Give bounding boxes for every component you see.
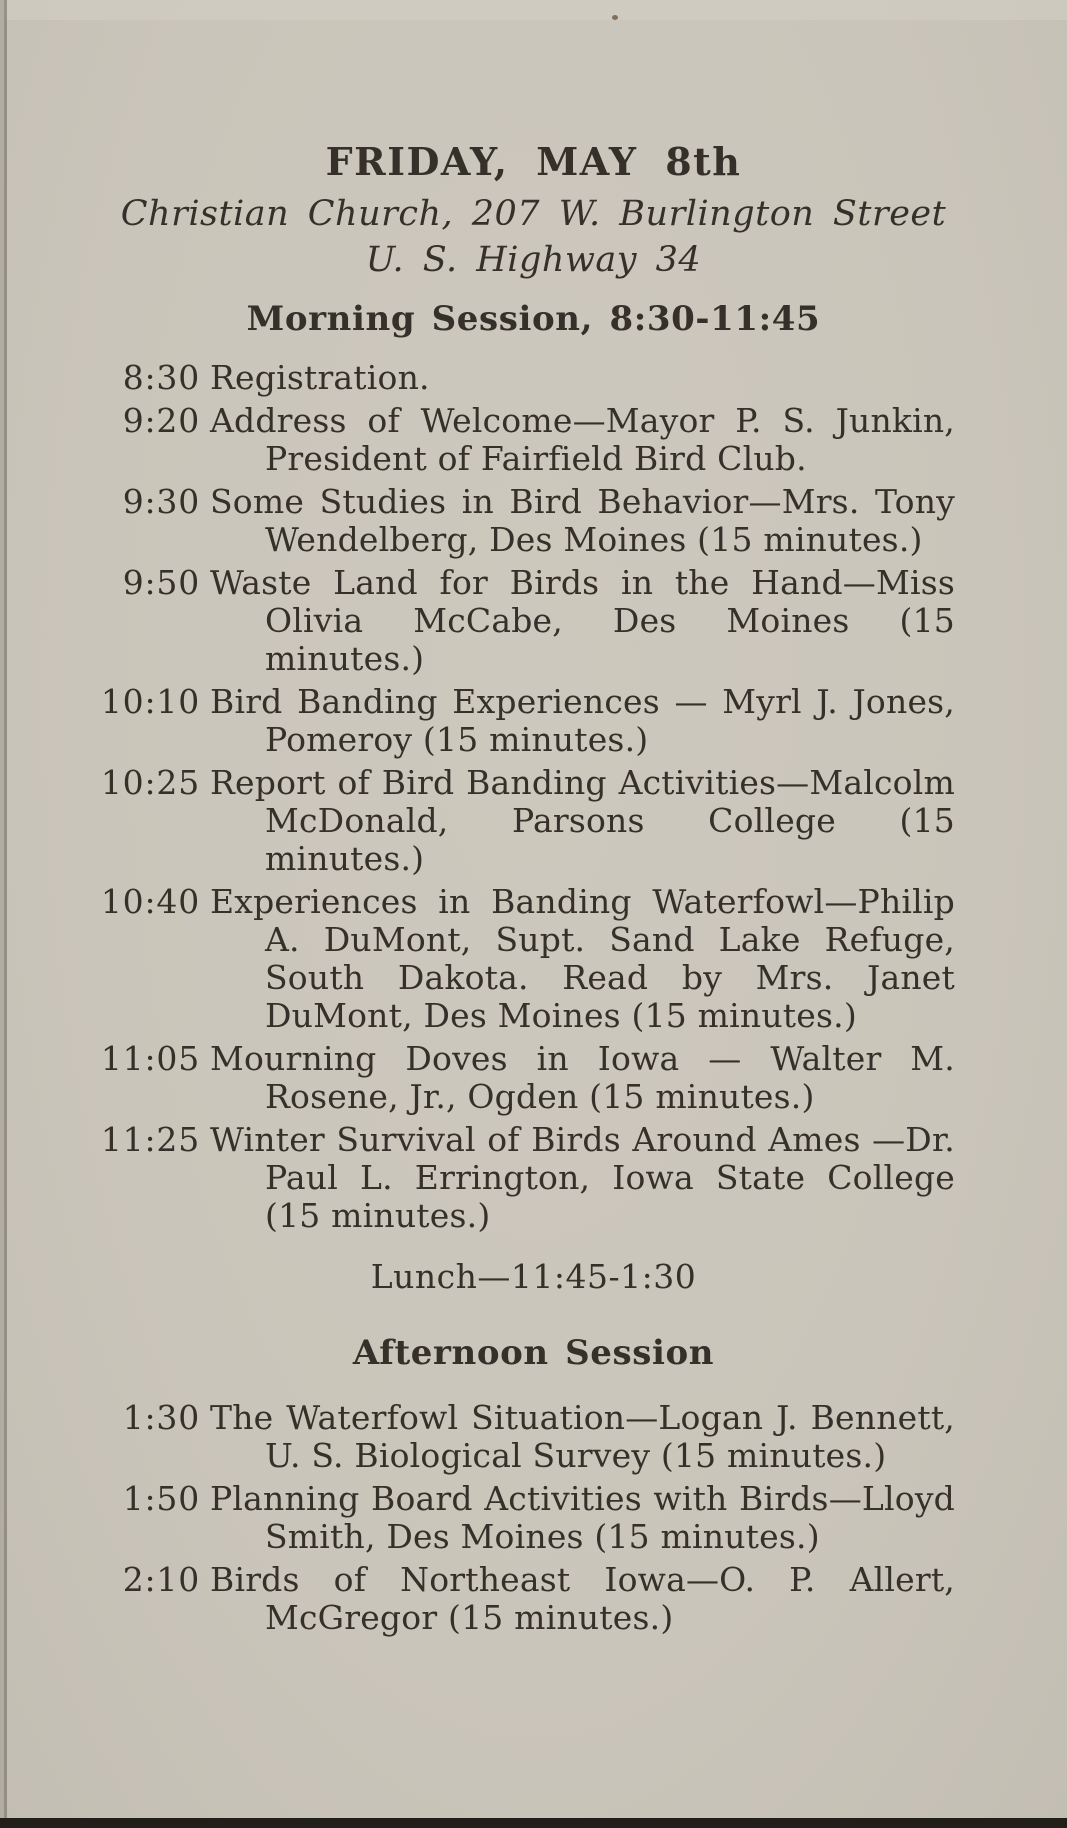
schedule-row [0,483,1067,559]
lunch-heading: Lunch—11:45-1:30 [370,1257,697,1296]
schedule-row [0,359,1067,397]
schedule-row [0,1480,1067,1556]
schedule-row [0,883,1067,1035]
schedule-description: Mourning Doves in Iowa — Walter M. Rosene, Jr., Ogden (15 minutes.) [210,1039,955,1116]
page-bottom-edge-shadow [0,1818,1067,1828]
highway-line: U. S. Highway 34 [365,240,702,280]
schedule-time: 9:50 [122,563,200,602]
page-title: FRIDAY, MAY 8th [325,139,742,184]
schedule-morning [0,359,1067,1235]
schedule-description: Address of Welcome—Mayor P. S. Junkin, President of Fairfield Bird Club. [210,401,955,478]
schedule-description: Winter Survival of Birds Around Ames —Dr. Paul L. Errington, Iowa State College (15 minutes.) [210,1120,955,1235]
schedule-time: 11:25 [100,1120,200,1159]
schedule-description: Registration. [210,358,430,397]
schedule-description: Waste Land for Birds in the Hand—Miss Olivia McCabe, Des Moines (15 minutes.) [210,563,955,678]
schedule-description: Experiences in Banding Waterfowl—Philip A. DuMont, Supt. Sand Lake Refuge, South Dakota. Read by Mrs. Janet DuMont, Des Moines (15 minutes.) [210,882,955,1035]
schedule-description: The Waterfowl Situation—Logan J. Bennett, U. S. Biological Survey (15 minutes.) [210,1398,955,1475]
schedule-description: Some Studies in Bird Behavior—Mrs. Tony Wendelberg, Des Moines (15 minutes.) [210,482,955,559]
schedule-description: Report of Bird Banding Activities—Malcolm McDonald, Parsons College (15 minutes.) [210,763,955,878]
schedule-row [0,1040,1067,1116]
schedule-row [0,1399,1067,1475]
schedule-time: 9:30 [122,482,200,521]
venue-line: Christian Church, 207 W. Burlington Street [120,194,947,234]
schedule-description: Birds of Northeast Iowa—O. P. Allert, McGregor (15 minutes.) [210,1560,955,1637]
schedule-time: 10:40 [100,882,200,921]
schedule-time: 1:30 [122,1398,200,1437]
morning-session-heading: Morning Session, 8:30-11:45 [246,299,821,339]
schedule-row [0,683,1067,759]
schedule-time: 10:10 [100,682,200,721]
schedule-description: Bird Banding Experiences — Myrl J. Jones, Pomeroy (15 minutes.) [210,682,955,759]
schedule-time: 8:30 [122,358,200,397]
schedule-afternoon [0,1399,1067,1637]
schedule-time: 10:25 [100,763,200,802]
afternoon-session-heading: Afternoon Session [352,1333,715,1373]
schedule-time: 9:20 [122,401,200,440]
schedule-row [0,764,1067,878]
schedule-row [0,1121,1067,1235]
schedule-row [0,1561,1067,1637]
schedule-row [0,564,1067,678]
schedule-time: 1:50 [122,1479,200,1518]
schedule-row [0,402,1067,478]
schedule-description: Planning Board Activities with Birds—Lloyd Smith, Des Moines (15 minutes.) [210,1479,955,1556]
schedule-time: 2:10 [122,1560,200,1599]
schedule-time: 11:05 [100,1039,200,1078]
